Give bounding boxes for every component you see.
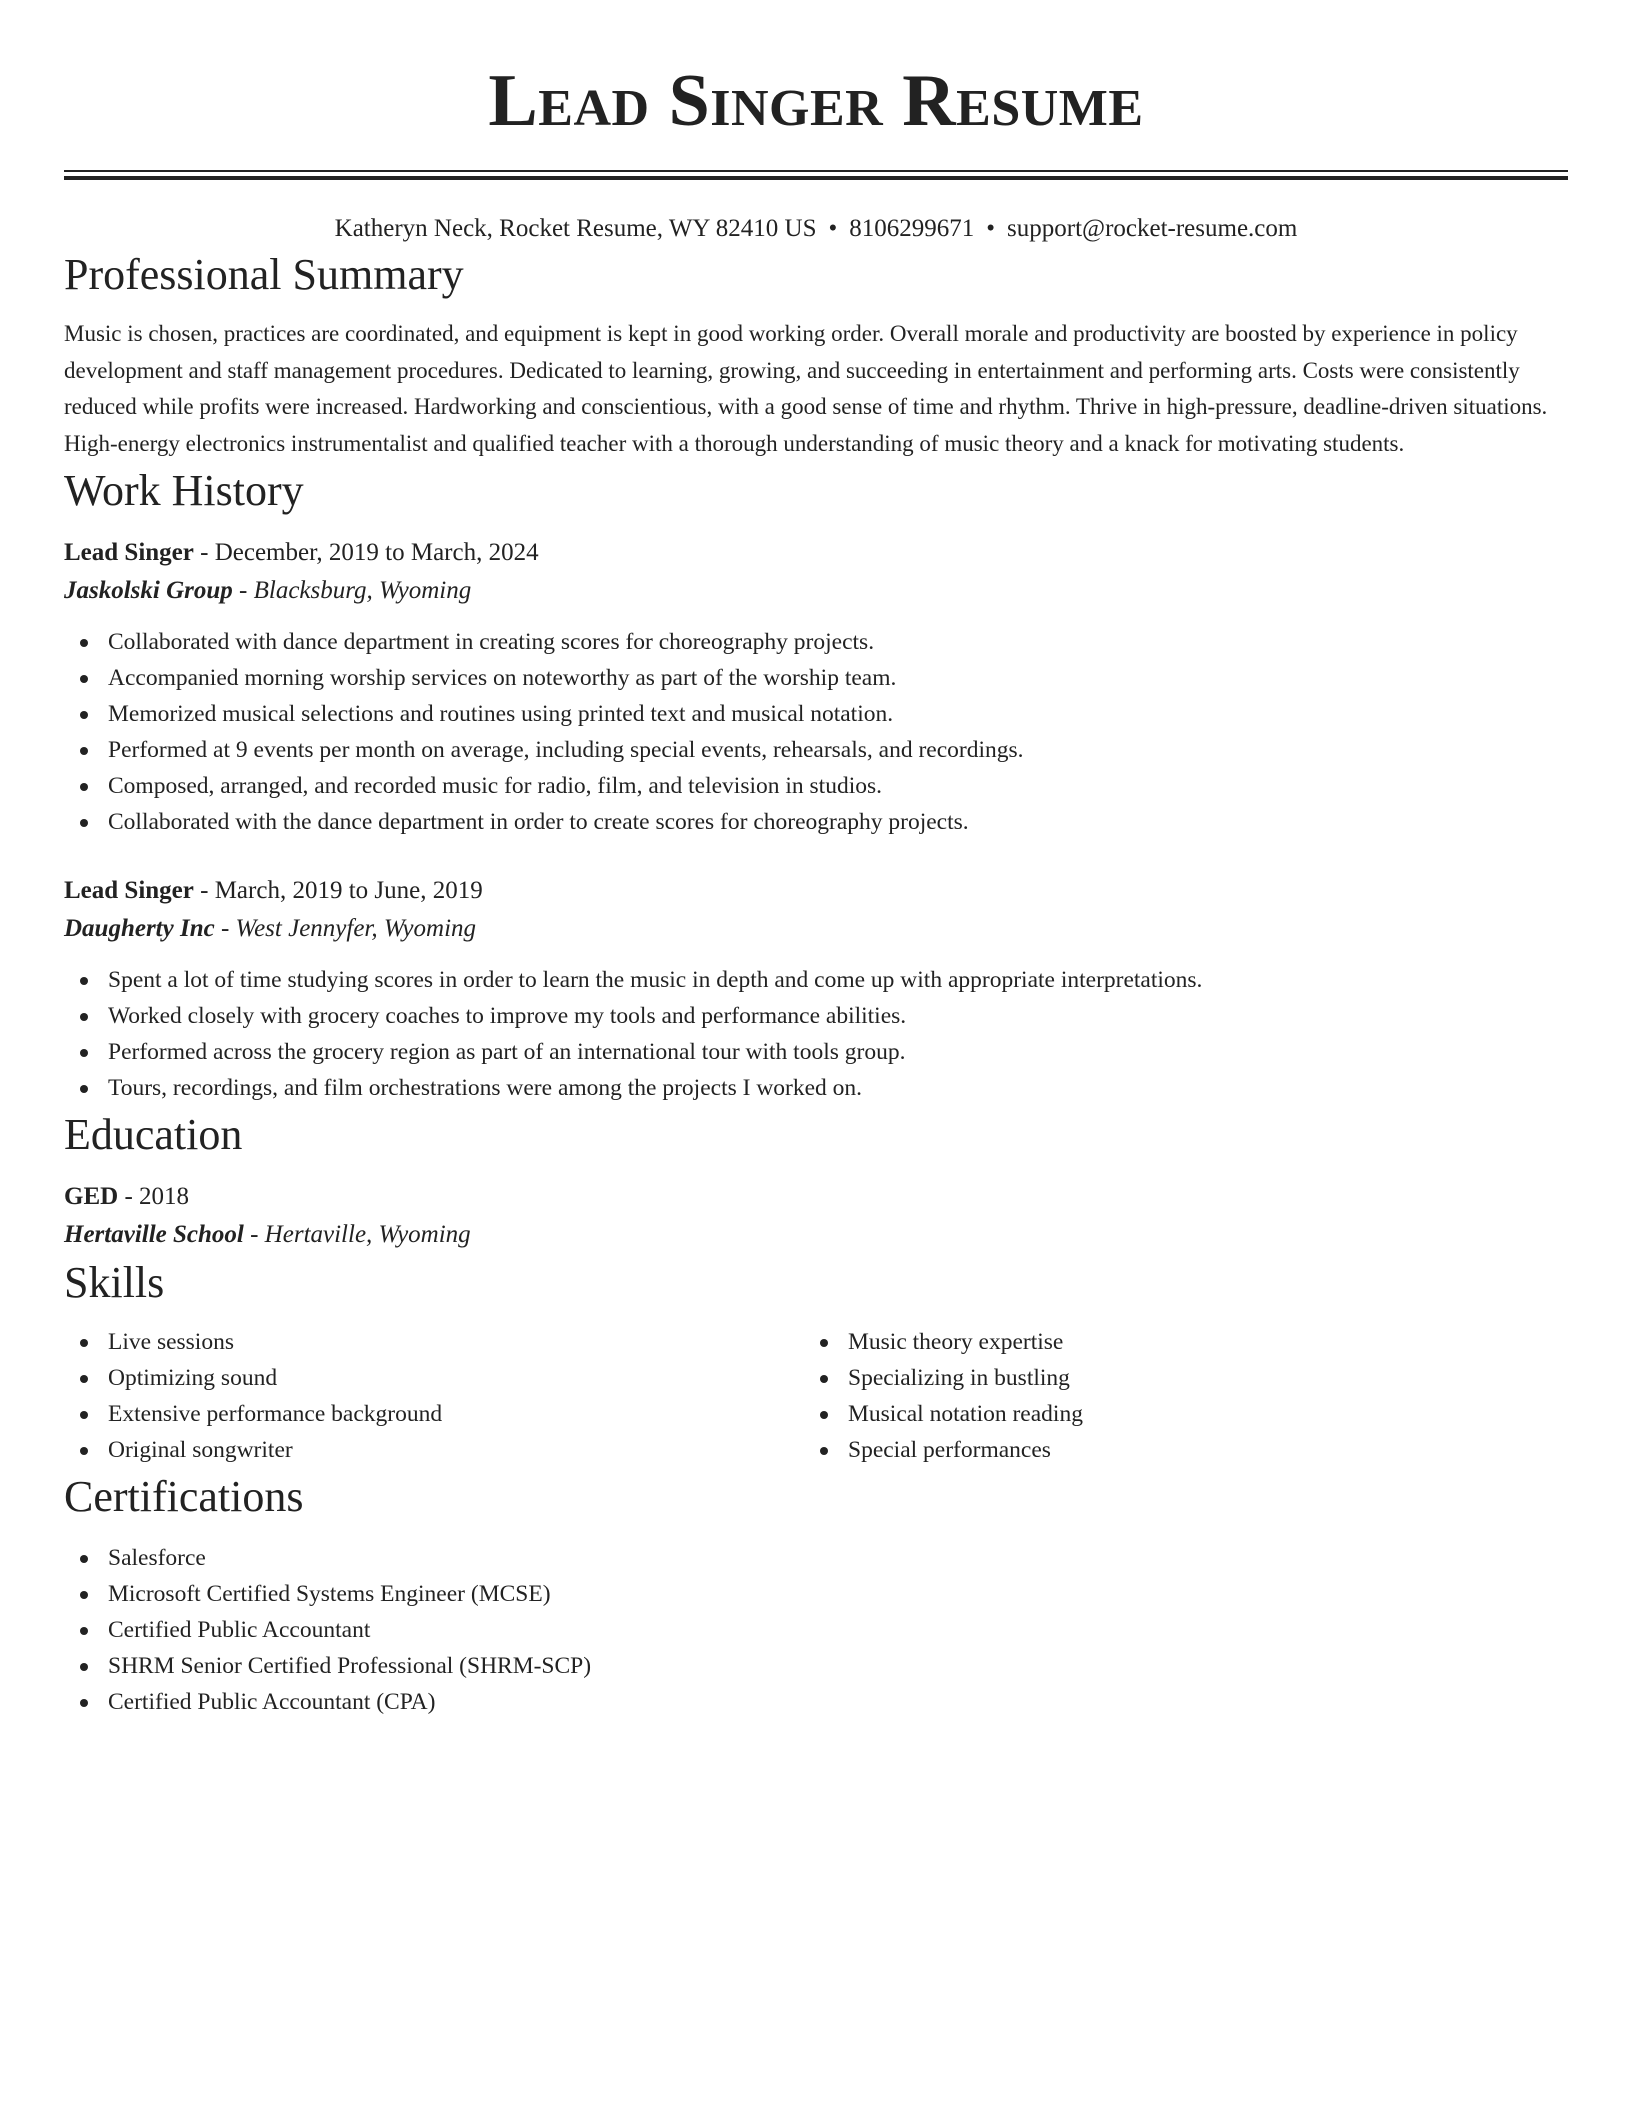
summary-heading: Professional Summary xyxy=(64,250,464,299)
job-dates: - March, 2019 to June, 2019 xyxy=(193,877,483,904)
education-location: - Hertaville, Wyoming xyxy=(243,1221,471,1248)
skills-grid xyxy=(64,1324,1568,1468)
skill-item: Live sessions xyxy=(64,1324,804,1360)
job-bullet: Performed at 9 events per month on average, including special events, rehearsals, and recordings. xyxy=(64,732,1568,768)
contact-address: Katheryn Neck, Rocket Resume, WY 82410 US xyxy=(334,215,817,242)
job-entry xyxy=(64,872,1568,1106)
skill-item: Musical notation reading xyxy=(804,1396,1544,1432)
certifications-list xyxy=(64,1540,1568,1720)
job-bullet: Worked closely with grocery coaches to improve my tools and performance abilities. xyxy=(64,998,1568,1034)
job-bullet: Memorized musical selections and routines using printed text and musical notation. xyxy=(64,696,1568,732)
summary-text: Music is chosen, practices are coordinated, and equipment is kept in good working order. Overall morale and productivity are boosted by experience in policy development and staff management procedures. Dedicated to learning, growing, and succeeding in entertainment and performing arts. Costs were consistently reduced while profits were increased. Hardworking and conscientious, with a good sense of time and rhythm. Thrive in high-pressure, deadline-driven situations. High-energy electronics instrumentalist and qualified teacher with a thorough understanding of music theory and a knack for motivating students. xyxy=(64,321,1548,456)
title-divider xyxy=(64,170,1568,180)
job-bullet: Accompanied morning worship services on noteworthy as part of the worship team. xyxy=(64,660,1568,696)
certification-item: Certified Public Accountant (CPA) xyxy=(64,1684,1568,1720)
education-degree: GED xyxy=(64,1183,119,1210)
job-bullet: Collaborated with dance department in creating scores for choreography projects. xyxy=(64,624,1568,660)
certification-item: SHRM Senior Certified Professional (SHRM-SCP) xyxy=(64,1648,1568,1684)
skill-item: Special performances xyxy=(804,1432,1544,1468)
job-bullet: Tours, recordings, and film orchestrations were among the projects I worked on. xyxy=(64,1070,1568,1106)
job-bullet: Composed, arranged, and recorded music for radio, film, and television in studios. xyxy=(64,768,1568,804)
education-year: - 2018 xyxy=(118,1183,190,1210)
education-degree-line xyxy=(64,1178,1568,1216)
education-heading: Education xyxy=(64,1110,243,1159)
contact-separator: • xyxy=(828,215,838,242)
job-title-line xyxy=(64,872,1568,910)
contact-separator: • xyxy=(986,215,996,242)
job-title-line xyxy=(64,534,1568,572)
skills-heading: Skills xyxy=(64,1258,165,1307)
job-entry xyxy=(64,534,1568,840)
certifications-heading: Certifications xyxy=(64,1472,304,1521)
job-title: Lead Singer xyxy=(64,539,194,566)
job-title: Lead Singer xyxy=(64,877,194,904)
certification-item: Salesforce xyxy=(64,1540,1568,1576)
job-company: Jaskolski Group xyxy=(64,577,233,604)
contact-line xyxy=(64,212,1568,246)
job-bullets xyxy=(64,962,1568,1106)
job-bullet: Performed across the grocery region as part of an international tour with tools group. xyxy=(64,1034,1568,1070)
job-location: - West Jennyfer, Wyoming xyxy=(214,915,477,942)
job-bullets xyxy=(64,624,1568,840)
skills-right-column xyxy=(804,1324,1544,1468)
job-bullet: Collaborated with the dance department in order to create scores for choreography projects. xyxy=(64,804,1568,840)
certification-item: Microsoft Certified Systems Engineer (MCSE) xyxy=(64,1576,1568,1612)
skill-item: Music theory expertise xyxy=(804,1324,1544,1360)
skill-item: Optimizing sound xyxy=(64,1360,804,1396)
education-school-line xyxy=(64,1216,1568,1254)
skill-item: Specializing in bustling xyxy=(804,1360,1544,1396)
job-company-line xyxy=(64,572,1568,610)
resume-title: Lead Singer Resume xyxy=(488,60,1144,142)
job-company: Daugherty Inc xyxy=(64,915,215,942)
job-bullet: Spent a lot of time studying scores in order to learn the music in depth and come up with appropriate interpretations. xyxy=(64,962,1568,998)
education-school: Hertaville School xyxy=(64,1221,244,1248)
work-history-heading: Work History xyxy=(64,466,304,515)
skills-left-column xyxy=(64,1324,804,1468)
contact-email[interactable]: support@rocket-resume.com xyxy=(1007,215,1298,242)
job-company-line xyxy=(64,910,1568,948)
skill-item: Original songwriter xyxy=(64,1432,804,1468)
contact-phone: 8106299671 xyxy=(849,215,975,242)
skill-item: Extensive performance background xyxy=(64,1396,804,1432)
job-dates: - December, 2019 to March, 2024 xyxy=(193,539,539,566)
job-location: - Blacksburg, Wyoming xyxy=(232,577,472,604)
certification-item: Certified Public Accountant xyxy=(64,1612,1568,1648)
